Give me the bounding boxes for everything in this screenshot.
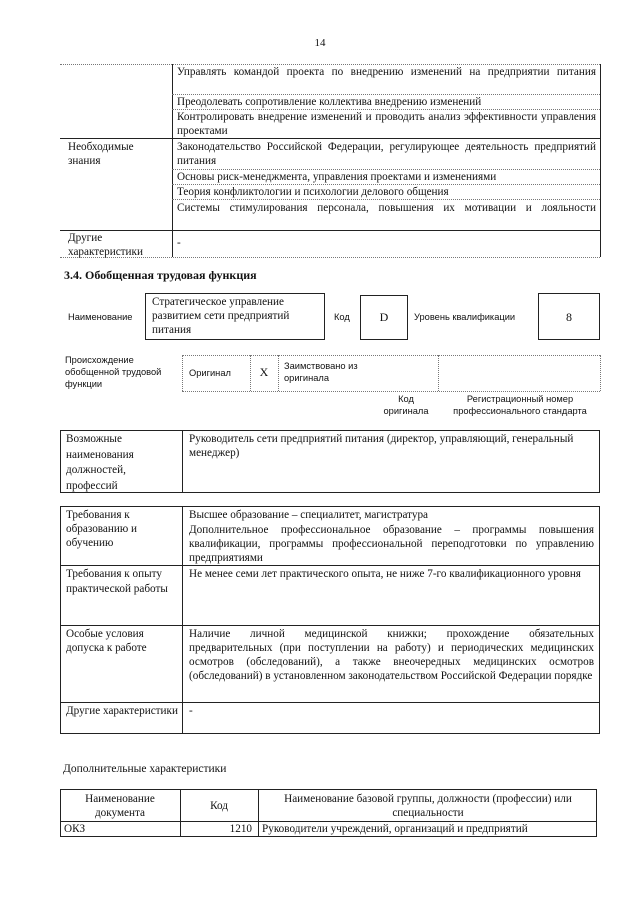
original-label: Оригинал [189, 368, 231, 378]
skill-item: Контролировать внедрение изменений и проводить анализ эффективности управления проектами [177, 111, 596, 137]
other-value: - [177, 237, 181, 249]
borrowed-label: Заимствовано из оригинала [284, 361, 358, 383]
req-label: Требования к образованию и обучению [66, 509, 138, 549]
code-value: D [379, 310, 389, 324]
req-line: Не менее семи лет практического опыта, не ниже 7-го квалификационного уровня [189, 568, 581, 580]
req-label: Особые условия допуска к работе [66, 628, 147, 654]
row-doc: ОКЗ [64, 823, 86, 835]
origin-label: Происхождение обобщенной трудовой функции [65, 355, 162, 389]
skill-item: Управлять командой проекта по внедрению изменений на предприятии питания [177, 66, 596, 78]
req-line: Высшее образование – специалитет, магистратура [189, 509, 429, 521]
row-name: Руководители учреждений, организаций и предприятий [262, 823, 528, 835]
knowledge-item: Теория конфликтологии и психологии делового общения [177, 186, 449, 198]
additional-title: Дополнительные характеристики [63, 763, 227, 775]
name-label: Наименование [68, 312, 133, 322]
req-label: Требования к опыту практической работы [66, 568, 168, 595]
code-caption: Код оригинала [383, 394, 429, 416]
original-mark: X [259, 365, 269, 379]
req-line: - [189, 705, 193, 717]
col-header: Код [210, 800, 228, 812]
req-label: Другие характеристики [66, 705, 178, 717]
req-line: Дополнительное профессиональное образование – программы повышения квалификации, программы профессиональной переподготовки по управлению предприятиями [189, 524, 594, 564]
section-title: 3.4. Обобщенная трудовая функция [64, 268, 257, 282]
level-label: Уровень квалификации [414, 312, 516, 322]
col-header: Наименование базовой группы, должности (профессии) или специальности [284, 793, 572, 819]
row-code: 1210 [229, 823, 252, 835]
function-name: Стратегическое управление развитием сети предприятий питания [152, 296, 290, 336]
positions-label: Возможные наименования должностей, профессий [66, 433, 134, 492]
knowledge-label: Необходимые знания [68, 141, 134, 167]
col-header: Наименование документа [85, 793, 155, 819]
page-number: 14 [314, 37, 326, 49]
knowledge-item: Системы стимулирования персонала, повышения их мотивации и лояльности [177, 202, 596, 214]
req-line: Наличие личной медицинской книжки; прохождение обязательных предварительных (при поступлении на работу) и периодических медицинских осмотров (обследований), а также внеочередных медицинских осмотров (обследований) в установленном законодательством Российской Федерации порядке [189, 628, 594, 682]
knowledge-item: Законодательство Российской Федерации, регулирующее деятельность предприятий питания [177, 141, 596, 167]
skill-item: Преодолевать сопротивление коллектива внедрению изменений [177, 96, 482, 108]
code-label: Код [334, 312, 350, 322]
other-label: Другие характеристики [68, 232, 143, 258]
knowledge-item: Основы риск-менеджмента, управления проектами и изменениями [177, 171, 497, 183]
positions-value: Руководитель сети предприятий питания (директор, управляющий, генеральный менеджер) [189, 433, 574, 459]
level-value: 8 [566, 310, 572, 324]
reg-caption: Регистрационный номер профессионального стандарта [453, 394, 587, 416]
